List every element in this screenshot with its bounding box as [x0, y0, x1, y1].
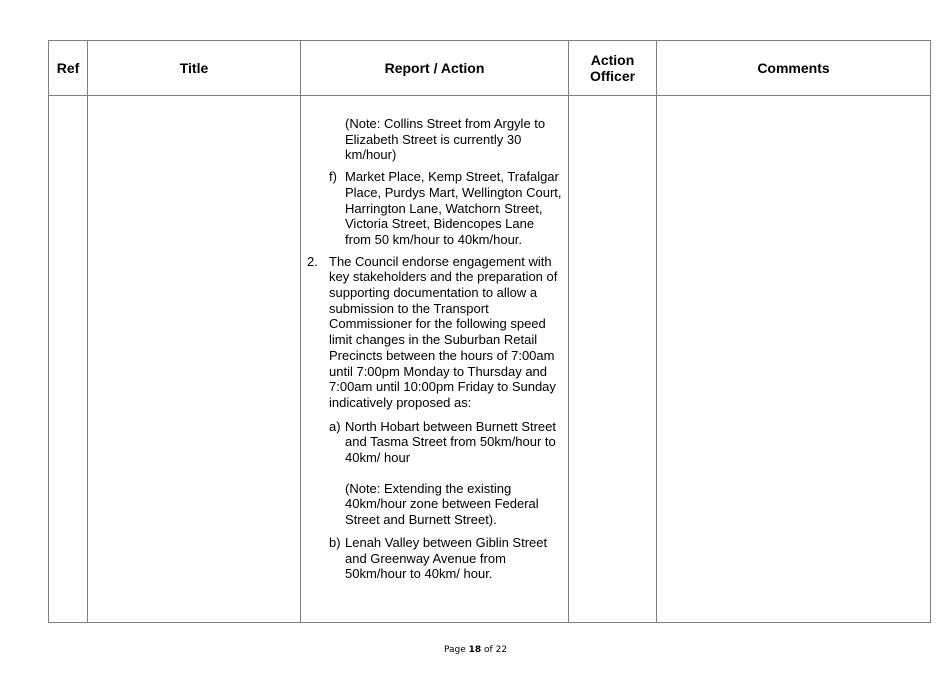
header-officer-line2: Officer [589, 68, 636, 84]
cell-report-action [301, 96, 569, 623]
table-row [49, 96, 931, 623]
agenda-table [48, 40, 931, 623]
table-header-row [49, 41, 931, 96]
header-action-officer [569, 41, 657, 96]
list-text: The Council endorse engagement with key stakeholders and the preparation of supporting documentation to allow a submission to the Transport Commissioner for the following speed limit changes in the Suburban Retail Precincts between the hours of 7:00am until 7:00pm Monday to Thursday and 7:00am until 10:00pm Friday to Sunday indicatively proposed as: [329, 253, 558, 410]
list-label: f) [329, 169, 337, 185]
list-label: a) [329, 418, 341, 434]
list-label: b) [329, 534, 341, 550]
footer-of: of [484, 645, 493, 655]
list-text: Lenah Valley between Giblin Street and Greenway Avenue from 50km/hour to 40km/ hour. [345, 534, 548, 582]
footer-page-total: 22 [495, 645, 508, 655]
footer-page-number: 18 [468, 645, 482, 655]
note-federal-street: (Note: Extending the existing 40km/hour zone between Federal Street and Burnett Street). [345, 480, 539, 528]
list-text: Market Place, Kemp Street, Trafalgar Place, Purdys Mart, Wellington Court, Harrington Lane, Watchorn Street, Victoria Street, Bidencopes Lane from 50 km/hour to 40km/hour. [345, 169, 562, 247]
list-item-a [305, 419, 562, 466]
cell-comments [657, 96, 931, 623]
header-comments: Comments [657, 41, 931, 96]
header-officer-line1: Action [590, 52, 635, 68]
cell-title [88, 96, 301, 623]
note-collins-street: (Note: Collins Street from Argyle to Elizabeth Street is currently 30 km/hour) [345, 116, 546, 163]
header-title: Title [88, 41, 301, 96]
list-label: 2. [307, 253, 318, 269]
list-item-f [305, 169, 562, 248]
header-report-action: Report / Action [301, 41, 569, 96]
list-item-2 [305, 254, 562, 411]
page-footer [0, 645, 951, 655]
list-text: North Hobart between Burnett Street and Tasma Street from 50km/hour to 40km/ hour [345, 418, 557, 466]
cell-ref [49, 96, 88, 623]
header-ref: Ref [49, 41, 88, 96]
list-item-b [305, 535, 562, 582]
cell-action-officer [569, 96, 657, 623]
footer-page-label: Page [443, 645, 466, 655]
